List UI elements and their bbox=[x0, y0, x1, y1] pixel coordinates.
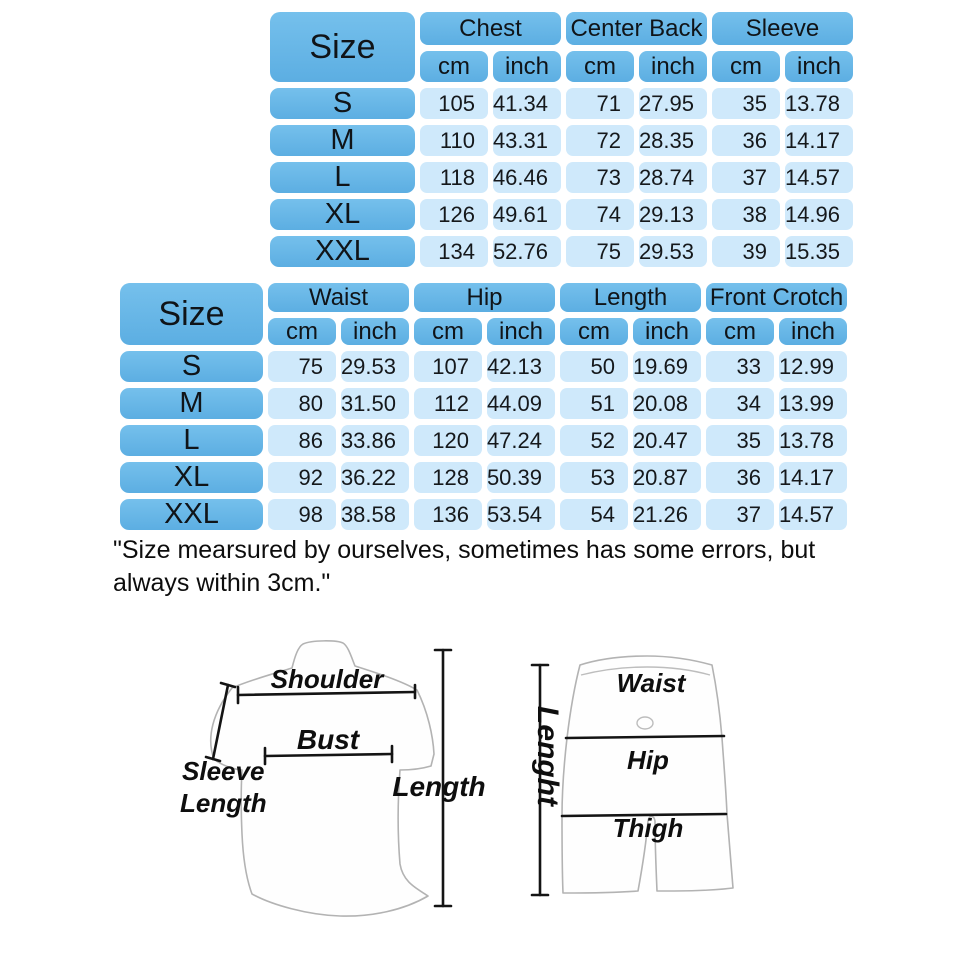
value-cell: 12.99 bbox=[779, 351, 847, 382]
value-cell: 14.96 bbox=[785, 199, 853, 230]
value-cell: 118 bbox=[420, 162, 488, 193]
value-cell: 33.86 bbox=[341, 425, 409, 456]
hip-label: Hip bbox=[627, 745, 669, 775]
value-cell: 107 bbox=[414, 351, 482, 382]
value-cell: 75 bbox=[268, 351, 336, 382]
unit-header-cm: cm bbox=[560, 318, 628, 345]
unit-header-inch: inch bbox=[487, 318, 555, 345]
shorts-size-header: Size bbox=[120, 283, 263, 345]
value-cell: 14.17 bbox=[779, 462, 847, 493]
value-cell: 86 bbox=[268, 425, 336, 456]
unit-header-cm: cm bbox=[420, 51, 488, 82]
value-cell: 33 bbox=[706, 351, 774, 382]
value-cell: 53 bbox=[560, 462, 628, 493]
value-cell: 14.57 bbox=[785, 162, 853, 193]
size-cell: S bbox=[270, 88, 415, 119]
group-header-length: Length bbox=[560, 283, 701, 312]
value-cell: 21.26 bbox=[633, 499, 701, 530]
shirt-length-label: Length bbox=[392, 771, 486, 802]
size-cell: XXL bbox=[270, 236, 415, 267]
unit-header-cm: cm bbox=[566, 51, 634, 82]
group-header-sleeve: Sleeve bbox=[712, 12, 853, 45]
value-cell: 43.31 bbox=[493, 125, 561, 156]
value-cell: 20.08 bbox=[633, 388, 701, 419]
unit-header-cm: cm bbox=[414, 318, 482, 345]
value-cell: 19.69 bbox=[633, 351, 701, 382]
value-cell: 72 bbox=[566, 125, 634, 156]
unit-header-inch: inch bbox=[639, 51, 707, 82]
value-cell: 110 bbox=[420, 125, 488, 156]
value-cell: 126 bbox=[420, 199, 488, 230]
value-cell: 31.50 bbox=[341, 388, 409, 419]
size-cell: XXL bbox=[120, 499, 263, 530]
value-cell: 136 bbox=[414, 499, 482, 530]
unit-header-cm: cm bbox=[706, 318, 774, 345]
group-header-front-crotch: Front Crotch bbox=[706, 283, 847, 312]
value-cell: 80 bbox=[268, 388, 336, 419]
unit-header-inch: inch bbox=[633, 318, 701, 345]
value-cell: 14.17 bbox=[785, 125, 853, 156]
value-cell: 74 bbox=[566, 199, 634, 230]
value-cell: 28.35 bbox=[639, 125, 707, 156]
value-cell: 50 bbox=[560, 351, 628, 382]
group-header-center-back: Center Back bbox=[566, 12, 707, 45]
value-cell: 41.34 bbox=[493, 88, 561, 119]
note-line-2: always within 3cm." bbox=[113, 569, 331, 597]
value-cell: 20.87 bbox=[633, 462, 701, 493]
value-cell: 51 bbox=[560, 388, 628, 419]
value-cell: 46.46 bbox=[493, 162, 561, 193]
size-cell: M bbox=[270, 125, 415, 156]
value-cell: 120 bbox=[414, 425, 482, 456]
bust-label: Bust bbox=[296, 724, 360, 755]
thigh-label: Thigh bbox=[612, 813, 684, 843]
value-cell: 29.53 bbox=[341, 351, 409, 382]
value-cell: 35 bbox=[706, 425, 774, 456]
value-cell: 53.54 bbox=[487, 499, 555, 530]
unit-header-cm: cm bbox=[712, 51, 780, 82]
sleeve-length-label-line1: Sleeve bbox=[182, 756, 265, 786]
value-cell: 13.78 bbox=[785, 88, 853, 119]
value-cell: 36 bbox=[712, 125, 780, 156]
value-cell: 75 bbox=[566, 236, 634, 267]
size-cell: S bbox=[120, 351, 263, 382]
value-cell: 92 bbox=[268, 462, 336, 493]
value-cell: 42.13 bbox=[487, 351, 555, 382]
value-cell: 73 bbox=[566, 162, 634, 193]
value-cell: 39 bbox=[712, 236, 780, 267]
shoulder-label: Shoulder bbox=[270, 664, 384, 694]
value-cell: 36.22 bbox=[341, 462, 409, 493]
unit-header-inch: inch bbox=[493, 51, 561, 82]
size-cell: L bbox=[120, 425, 263, 456]
value-cell: 35 bbox=[712, 88, 780, 119]
shirt-size-header: Size bbox=[270, 12, 415, 82]
value-cell: 44.09 bbox=[487, 388, 555, 419]
size-cell: XL bbox=[120, 462, 263, 493]
value-cell: 52.76 bbox=[493, 236, 561, 267]
value-cell: 112 bbox=[414, 388, 482, 419]
value-cell: 28.74 bbox=[639, 162, 707, 193]
value-cell: 134 bbox=[420, 236, 488, 267]
size-cell: M bbox=[120, 388, 263, 419]
value-cell: 36 bbox=[706, 462, 774, 493]
value-cell: 37 bbox=[706, 499, 774, 530]
unit-header-inch: inch bbox=[341, 318, 409, 345]
measurement-diagram bbox=[140, 628, 880, 948]
value-cell: 128 bbox=[414, 462, 482, 493]
value-cell: 50.39 bbox=[487, 462, 555, 493]
value-cell: 49.61 bbox=[493, 199, 561, 230]
value-cell: 20.47 bbox=[633, 425, 701, 456]
value-cell: 98 bbox=[268, 499, 336, 530]
value-cell: 15.35 bbox=[785, 236, 853, 267]
unit-header-inch: inch bbox=[785, 51, 853, 82]
value-cell: 54 bbox=[560, 499, 628, 530]
value-cell: 37 bbox=[712, 162, 780, 193]
size-cell: XL bbox=[270, 199, 415, 230]
value-cell: 29.13 bbox=[639, 199, 707, 230]
value-cell: 29.53 bbox=[639, 236, 707, 267]
shorts-length-label: Lenght bbox=[531, 706, 564, 806]
value-cell: 13.78 bbox=[779, 425, 847, 456]
value-cell: 34 bbox=[706, 388, 774, 419]
value-cell: 13.99 bbox=[779, 388, 847, 419]
unit-header-inch: inch bbox=[779, 318, 847, 345]
value-cell: 47.24 bbox=[487, 425, 555, 456]
group-header-hip: Hip bbox=[414, 283, 555, 312]
shorts-size-table bbox=[120, 283, 847, 530]
waist-label: Waist bbox=[616, 668, 686, 698]
value-cell: 38.58 bbox=[341, 499, 409, 530]
size-cell: L bbox=[270, 162, 415, 193]
value-cell: 14.57 bbox=[779, 499, 847, 530]
unit-header-cm: cm bbox=[268, 318, 336, 345]
value-cell: 27.95 bbox=[639, 88, 707, 119]
value-cell: 52 bbox=[560, 425, 628, 456]
measurement-note bbox=[113, 534, 815, 600]
value-cell: 105 bbox=[420, 88, 488, 119]
value-cell: 38 bbox=[712, 199, 780, 230]
group-header-chest: Chest bbox=[420, 12, 561, 45]
shirt-size-table bbox=[270, 12, 853, 267]
sleeve-length-label-line2: Length bbox=[180, 788, 267, 818]
group-header-waist: Waist bbox=[268, 283, 409, 312]
value-cell: 71 bbox=[566, 88, 634, 119]
note-line-1: "Size mearsured by ourselves, sometimes has some errors, but bbox=[113, 536, 816, 564]
